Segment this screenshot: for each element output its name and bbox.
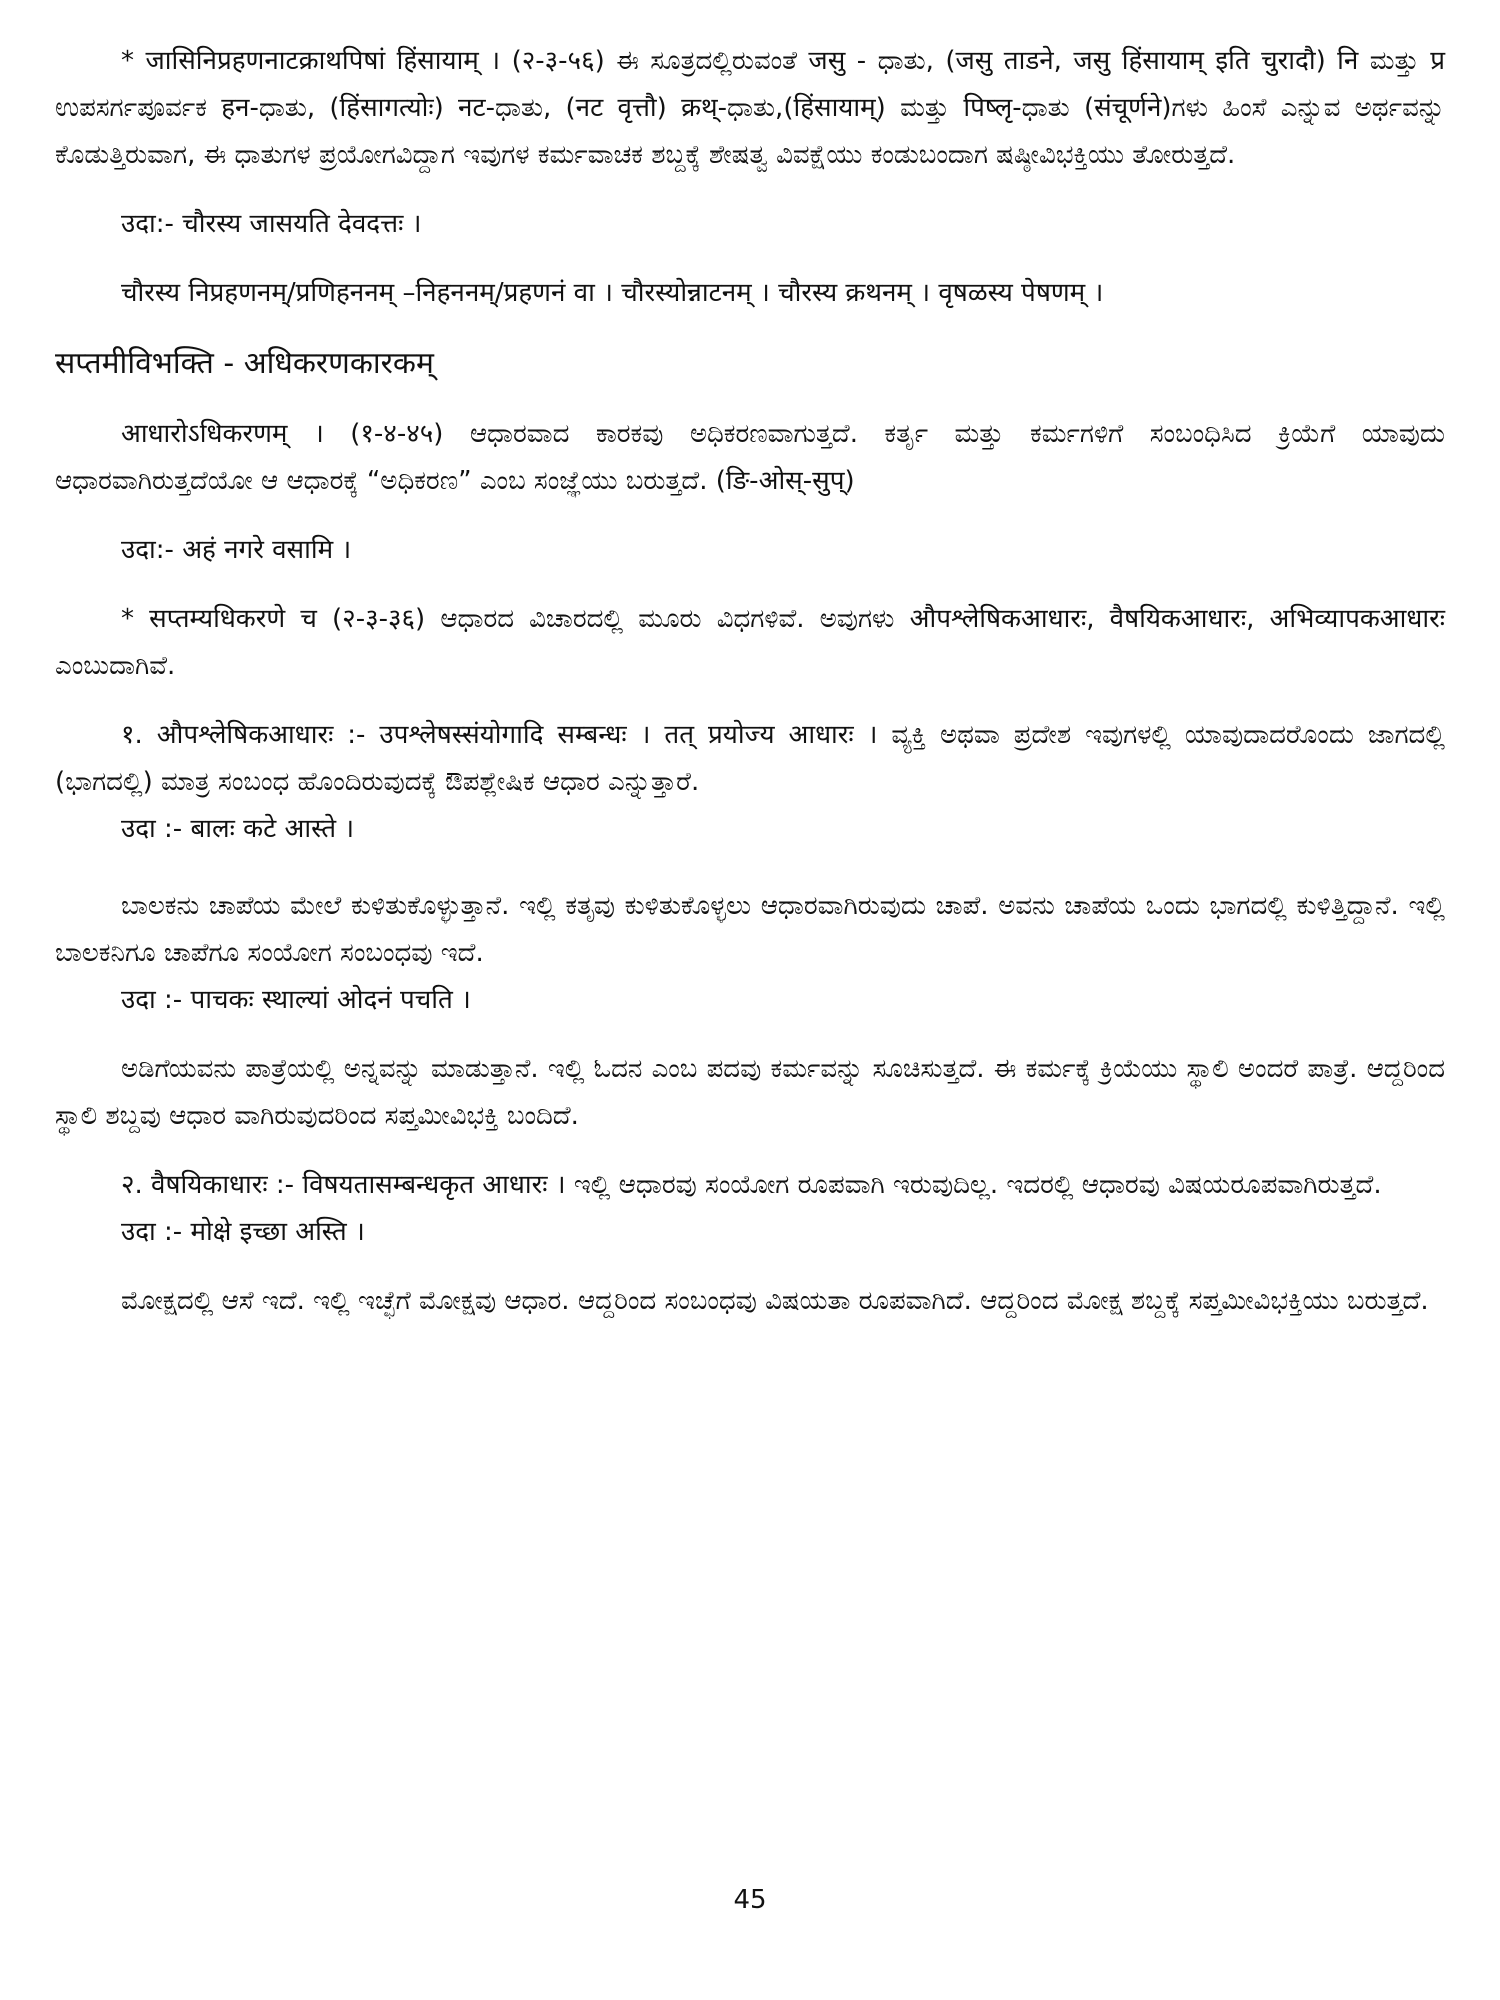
paragraph-moksha-explanation: ಮೋಕ್ಷದಲ್ಲಿ ಆಸೆ ಇದೆ. ಇಲ್ಲಿ ಇಚ್ಛೆಗೆ ಮೋಕ್ಷವು ಆಧಾರ. ಆದ್ದರಿಂದ ಸಂಬಂಧವು ವಿಷಯತಾ ರೂಪವಾಗಿದೆ. ಆದ್ದರಿಂದ ಮೋಕ್ಷ ಶಬ್ದಕ್ಕೆ ಸಪ್ತಮೀವಿಭಕ್ತಿಯು ಬರುತ್ತದೆ. — [121, 1286, 1429, 1316]
example-line: उदा:- चौरस्य जासयति देवदत्तः । — [121, 209, 422, 239]
paragraph-aupashleshika: १. औपश्लेषिकआधारः :- उपश्लेषस्संयोगादि सम्बन्धः । तत् प्रयोज्य आधारः । ವ್ಯಕ್ತಿ ಅಥವಾ ಪ್ರದೇಶ ಇವುಗಳಲ್ಲಿ ಯಾವುದಾದರೊಂದು ಜಾಗದಲ್ಲಿ (ಭಾಗದಲ್ಲಿ) ಮಾತ್ರ ಸಂಬಂಧ ಹೊಂದಿರುವುದಕ್ಕೆ ಔಪಶ್ಲೇಷಿಕ ಆಧಾರ ಎನ್ನುತ್ತಾರೆ. — [55, 720, 1445, 797]
paragraph-vaishayika: २. वैषयिकाधारः :- विषयतासम्बन्धकृत आधारः । ಇಲ್ಲಿ ಆಧಾರವು ಸಂಯೋಗ ರೂಪವಾಗಿ ಇರುವುದಿಲ್ಲ. ಇದರಲ್ಲಿ ಆಧಾರವು ವಿಷಯರೂಪವಾಗಿರುತ್ತದೆ. — [121, 1170, 1382, 1200]
paragraph-adhikarana-definition: आधारोऽधिकरणम् । (१-४-४५) ಆಧಾರವಾದ ಕಾರಕವು ಅಧಿಕರಣವಾಗುತ್ತದೆ. ಕರ್ತೃ ಮತ್ತು ಕರ್ಮಗಳಿಗೆ ಸಂಬಂಧಿಸಿದ ಕ್ರಿಯೆಗೆ ಯಾವುದು ಆಧಾರವಾಗಿರುತ್ತದೆಯೋ ಆ ಆಧಾರಕ್ಕೆ “ಅಧಿಕರಣ” ಎಂಬ ಸಂಜ್ಞೆಯು ಬರುತ್ತದೆ. (ङि-ओस्-सुप्) — [55, 419, 1445, 496]
page-number: 45 — [733, 1885, 767, 1915]
paragraph-jasinipra-sutra: * जासिनिप्रहणनाटक्राथपिषां हिंसायाम् । (२-३-५६) ಈ ಸೂತ್ರದಲ್ಲಿರುವಂತೆ जसु - ಧಾತು, (जसु ताडने, जसु हिंसायाम् इति चुरादौ) नि ಮತ್ತು प्र ಉಪಸರ್ಗಪೂರ್ವಕ हन-ಧಾತು, (हिंसागत्योः) नट-ಧಾತು, (नट वृत्तौ) क्रथ्-ಧಾತು,(हिंसायाम्) ಮತ್ತು पिष्लृ-ಧಾತು (संचूर्णने)ಗಳು ಹಿಂಸೆ ಎನ್ನುವ ಅರ್ಥವನ್ನು ಕೊಡುತ್ತಿರುವಾಗ, ಈ ಧಾತುಗಳ ಪ್ರಯೋಗವಿದ್ದಾಗ ಇವುಗಳ ಕರ್ಮವಾಚಕ ಶಬ್ದಕ್ಕೆ ಶೇಷತ್ವ ವಿವಕ್ಷೆಯು ಕಂಡುಬಂದಾಗ ಷಷ್ಠೀವಿಭಕ್ತಿಯು ತೋರುತ್ತದೆ. — [55, 46, 1445, 170]
paragraph-pachaka-explanation: ಅಡಿಗೆಯವನು ಪಾತ್ರೆಯಲ್ಲಿ ಅನ್ನವನ್ನು ಮಾಡುತ್ತಾನೆ. ಇಲ್ಲಿ ಓದನ ಎಂಬ ಪದವು ಕರ್ಮವನ್ನು ಸೂಚಿಸುತ್ತದೆ. ಈ ಕರ್ಮಕ್ಕೆ ಕ್ರಿಯೆಯು ಸ್ಥಾಲಿ ಅಂದರೆ ಪಾತ್ರೆ. ಆದ್ದರಿಂದ ಸ್ಥಾಲಿ ಶಬ್ದವು ಆಧಾರ ವಾಗಿರುವುದರಿಂದ ಸಪ್ತಮೀವಿಭಕ್ತಿ ಬಂದಿದೆ. — [55, 1054, 1445, 1131]
section-heading: सप्तमीविभक्ति - अधिकरणकारकम् — [55, 346, 434, 381]
example-line: उदा :- पाचकः स्थाल्यां ओदनं पचति । — [121, 985, 471, 1015]
example-line: उदा :- बालः कटे आस्ते । — [121, 814, 355, 844]
example-line: उदा:- अहं नगरे वसामि । — [121, 535, 352, 565]
paragraph-chaurasya-examples: चौरस्य निप्रहणनम्/प्रणिहननम् –निहननम्/प्रहणनं वा । चौरस्योन्नाटनम् । चौरस्य क्रथनम् । वृषळस्य पेषणम् । — [121, 278, 1104, 308]
paragraph-saptamyadhikarane: * सप्तम्यधिकरणे च (२-३-३६) ಆಧಾರದ ವಿಚಾರದಲ್ಲಿ ಮೂರು ವಿಧಗಳಿವೆ. ಅವುಗಳು औपश्लेषिकआधारः, वैषयिकआधारः, अभिव्यापकआधारः ಎಂಬುದಾಗಿವೆ. — [55, 604, 1445, 681]
example-line: उदा :- मोक्षे इच्छा अस्ति । — [121, 1217, 365, 1247]
page-content — [55, 38, 1445, 1325]
paragraph-balaka-explanation: ಬಾಲಕನು ಚಾಪೆಯ ಮೇಲೆ ಕುಳಿತುಕೊಳ್ಳುತ್ತಾನೆ. ಇಲ್ಲಿ ಕತೃವು ಕುಳಿತುಕೊಳ್ಳಲು ಆಧಾರವಾಗಿರುವುದು ಚಾಪೆ. ಅವನು ಚಾಪೆಯ ಒಂದು ಭಾಗದಲ್ಲಿ ಕುಳಿತ್ತಿದ್ದಾನೆ. ಇಲ್ಲಿ ಬಾಲಕನಿಗೂ ಚಾಪೆಗೂ ಸಂಯೋಗ ಸಂಬಂಧವು ಇದೆ. — [55, 891, 1445, 968]
